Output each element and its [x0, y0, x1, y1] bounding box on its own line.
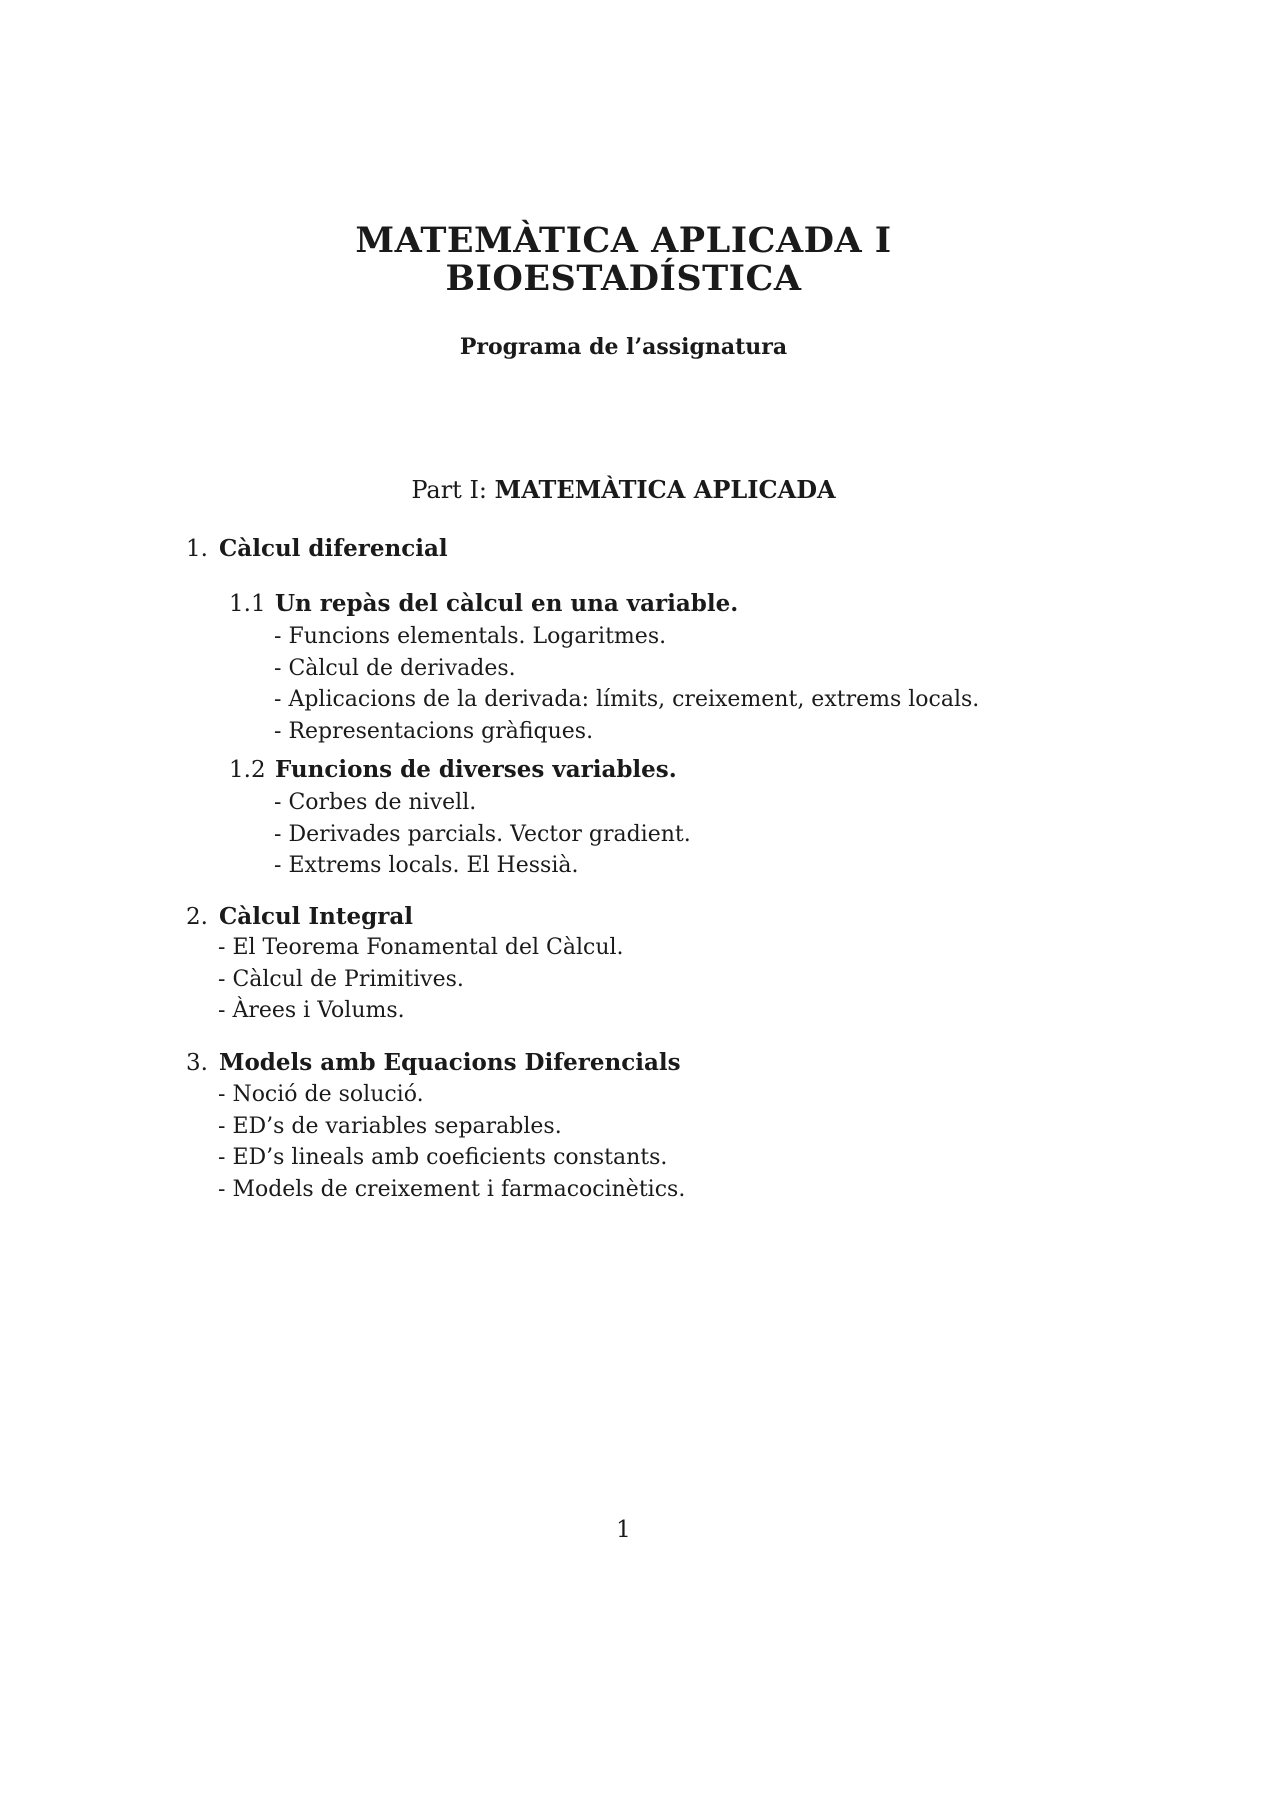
title-line-1: MATEMÀTICA APLICADA I — [355, 220, 892, 261]
section-heading — [186, 1048, 681, 1078]
part-name: MATEMÀTICA APLICADA — [494, 475, 836, 504]
section-heading — [186, 902, 413, 932]
subsection-heading — [229, 755, 677, 785]
section-title: Càlcul Integral — [219, 903, 413, 930]
list-item: - ED’s lineals amb coeficients constants. — [218, 1142, 685, 1174]
section-number: 1. — [186, 536, 208, 562]
document-subtitle: Programa de l’assignatura — [459, 334, 788, 360]
subsection-number: 1.2 — [229, 757, 266, 783]
section-heading — [186, 534, 448, 564]
list-item: - Derivades parcials. Vector gradient. — [274, 819, 691, 851]
title-line-2: BIOESTADÍSTICA — [445, 258, 802, 299]
part-prefix: Part I: — [411, 476, 488, 504]
list-item: - Extrems locals. El Hessià. — [274, 850, 691, 882]
document-title — [0, 222, 1247, 298]
topic-list — [218, 932, 624, 1027]
section-title: Models amb Equacions Diferencials — [219, 1049, 681, 1076]
list-item: - ED’s de variables separables. — [218, 1111, 685, 1143]
page-number: 1 — [616, 1517, 631, 1543]
part-heading — [0, 475, 1247, 505]
list-item: - Representacions gràfiques. — [274, 716, 979, 748]
list-item: - Càlcul de Primitives. — [218, 964, 624, 996]
section-title: Càlcul diferencial — [219, 535, 448, 562]
list-item: - Corbes de nivell. — [274, 787, 691, 819]
subsection-number: 1.1 — [229, 591, 266, 617]
list-item: - Funcions elementals. Logaritmes. — [274, 621, 979, 653]
subsection-heading — [229, 589, 738, 619]
list-item: - Aplicacions de la derivada: límits, creixement, extrems locals. — [274, 684, 979, 716]
list-item: - Noció de solució. — [218, 1079, 685, 1111]
list-item: - El Teorema Fonamental del Càlcul. — [218, 932, 624, 964]
topic-list — [218, 1079, 685, 1206]
section-number: 2. — [186, 904, 208, 930]
subsection-title: Funcions de diverses variables. — [275, 756, 677, 783]
list-item: - Càlcul de derivades. — [274, 653, 979, 685]
subsection-title: Un repàs del càlcul en una variable. — [275, 590, 739, 617]
section-number: 3. — [186, 1050, 208, 1076]
topic-list — [274, 787, 691, 882]
list-item: - Àrees i Volums. — [218, 995, 624, 1027]
topic-list — [274, 621, 979, 748]
list-item: - Models de creixement i farmacocinètics. — [218, 1174, 685, 1206]
